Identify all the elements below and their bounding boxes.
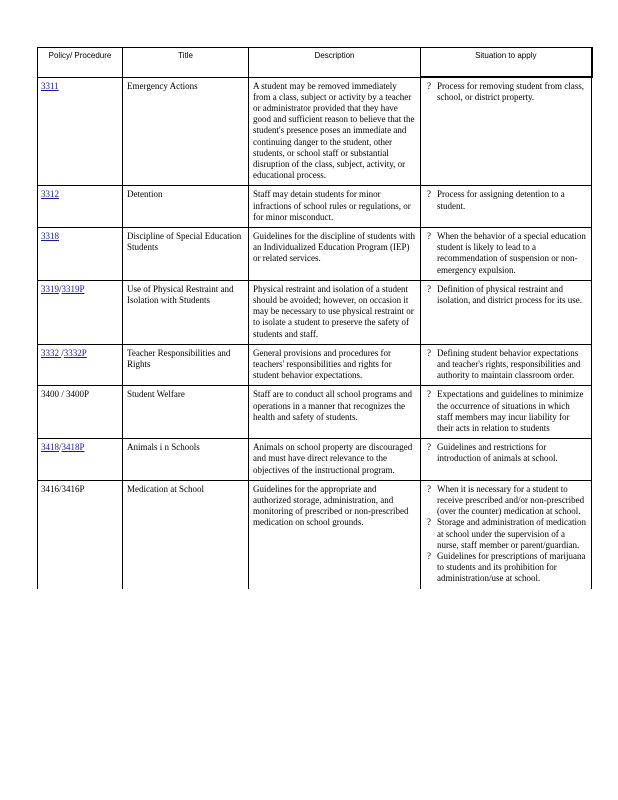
- table-row: [38, 186, 592, 228]
- situation-cell: [421, 227, 592, 280]
- description-cell: Physical restraint and isolation of a student should be avoided; however, on occasion it may be necessary to use physical restraint or to isolate a student to preserve the safety of students and staff.: [249, 280, 421, 344]
- bullet-icon: ?: [427, 551, 431, 562]
- situation-text: Storage and administration of medication at school under the supervision of a nurse, staff member or parent/guardian.: [437, 517, 586, 550]
- policy-separator: /: [59, 283, 62, 294]
- policy-separator: /: [61, 389, 64, 400]
- policy-number: 3400P: [63, 389, 90, 400]
- situation-cell: [421, 386, 592, 439]
- header-description: Description: [249, 48, 421, 78]
- policy-separator: /: [59, 483, 62, 494]
- table-body: [38, 77, 592, 589]
- description-cell: Guidelines for the discipline of students with an Individualized Education Program (IEP) or related services.: [249, 227, 421, 280]
- description-cell: Staff may detain students for minor infractions of school rules or regulations, or for minor misconduct.: [249, 186, 421, 228]
- policy-cell: [38, 480, 123, 588]
- situation-item: [427, 81, 587, 103]
- policy-link[interactable]: 3332P: [63, 347, 87, 358]
- description-cell: Animals on school property are discouraged and must have direct relevance to the objectives of the instructional program.: [249, 439, 421, 481]
- policy-cell: [38, 280, 123, 344]
- policy-cell: [38, 186, 123, 228]
- description-cell: A student may be removed immediately from a class, subject or activity by a teacher or administrator provided that they have good and sufficient reason to believe that the student's presence poses an immediate and continuing danger to the student, other students, or school staff or substantial disruption of the class, subject, activity, or educational process.: [249, 77, 421, 186]
- policy-number: 3400: [41, 389, 62, 400]
- policy-table: [37, 47, 593, 589]
- header-title: Title: [123, 48, 249, 78]
- table-row: [38, 439, 592, 481]
- policy-cell: [38, 227, 123, 280]
- policy-link[interactable]: 3418P: [61, 442, 85, 453]
- table-row: [38, 480, 592, 588]
- situation-item: [427, 189, 587, 211]
- policy-separator: /: [61, 347, 64, 358]
- table-row: [38, 77, 592, 186]
- situation-item: [427, 484, 587, 518]
- title-cell: Student Welfare: [123, 386, 249, 439]
- situation-cell: [421, 344, 592, 386]
- policy-link[interactable]: 3312: [41, 189, 59, 200]
- header-situation-to-apply: Situation to apply: [421, 48, 592, 78]
- policy-number: 3416P: [61, 483, 85, 494]
- table-row: [38, 344, 592, 386]
- situation-text: Defining student behavior expectations and teacher's rights, responsibilities and authority to maintain classroom order.: [437, 347, 581, 381]
- situation-cell: [421, 280, 592, 344]
- title-cell: Medication at School: [123, 480, 249, 588]
- situation-text: Process for assigning detention to a student.: [437, 189, 565, 211]
- situation-text: Guidelines for prescriptions of marijuana to students and its prohibition for administration/use at school.: [437, 551, 586, 584]
- policy-link[interactable]: 3332: [41, 347, 62, 358]
- policy-number: 3416: [41, 483, 59, 494]
- table-row: [38, 227, 592, 280]
- bullet-icon: ?: [427, 230, 431, 241]
- situation-item: [427, 389, 587, 434]
- situation-cell: [421, 439, 592, 481]
- bullet-icon: ?: [427, 189, 431, 200]
- title-cell: Detention: [123, 186, 249, 228]
- situation-text: Expectations and guidelines to minimize the occurrence of situations in which staff members may incur liability for their acts in relation to students: [437, 389, 584, 433]
- situation-text: Definition of physical restraint and isolation, and district process for its use.: [437, 283, 582, 305]
- situation-text: When the behavior of a special education student is likely to lead to a recommendation of suspension or non-emergency expulsion.: [437, 230, 586, 275]
- policy-link[interactable]: 3418: [41, 442, 59, 453]
- situation-cell: [421, 480, 592, 588]
- situation-text: Guidelines and restrictions for introduction of animals at school.: [437, 442, 558, 464]
- title-cell: Discipline of Special Education Students: [123, 227, 249, 280]
- policy-separator: /: [59, 442, 62, 453]
- situation-text: When it is necessary for a student to receive prescribed and/or non-prescribed (over the counter) medication at school.: [437, 483, 585, 517]
- policy-cell: [38, 344, 123, 386]
- bullet-icon: ?: [427, 483, 431, 494]
- bullet-icon: ?: [427, 389, 431, 400]
- title-cell: Teacher Responsibilities and Rights: [123, 344, 249, 386]
- policy-cell: [38, 77, 123, 186]
- bullet-icon: ?: [427, 283, 431, 294]
- situation-cell: [421, 186, 592, 228]
- table-row: [38, 386, 592, 439]
- bullet-icon: ?: [427, 517, 431, 528]
- situation-item: [427, 442, 587, 464]
- policy-link[interactable]: 3318: [41, 230, 59, 241]
- bullet-icon: ?: [427, 442, 431, 453]
- situation-item: [427, 551, 587, 585]
- policy-link[interactable]: 3311: [41, 80, 59, 91]
- description-cell: Staff are to conduct all school programs and operations in a manner that recognizes the health and safety of students.: [249, 386, 421, 439]
- policy-link[interactable]: 3319: [41, 283, 59, 294]
- bullet-icon: ?: [427, 81, 431, 91]
- table-header-row: [38, 48, 592, 78]
- situation-item: [427, 517, 587, 551]
- table-row: [38, 280, 592, 344]
- situation-cell: [421, 77, 592, 186]
- situation-item: [427, 348, 587, 382]
- description-cell: Guidelines for the appropriate and authorized storage, administration, and monitoring of prescribed or non-prescribed medication on school grounds.: [249, 480, 421, 588]
- situation-text: Process for removing student from class, school, or district property.: [437, 81, 584, 103]
- situation-item: [427, 231, 587, 276]
- title-cell: Animals i n Schools: [123, 439, 249, 481]
- policy-cell: [38, 386, 123, 439]
- policy-link[interactable]: 3319P: [61, 283, 85, 294]
- description-cell: General provisions and procedures for teachers' responsibilities and rights for student behavior expectations.: [249, 344, 421, 386]
- title-cell: Use of Physical Restraint and Isolation with Students: [123, 280, 249, 344]
- bullet-icon: ?: [427, 347, 431, 358]
- title-cell: Emergency Actions: [123, 77, 249, 186]
- situation-item: [427, 284, 587, 306]
- header-policy-procedure: Policy/ Procedure: [38, 48, 123, 78]
- policy-cell: [38, 439, 123, 481]
